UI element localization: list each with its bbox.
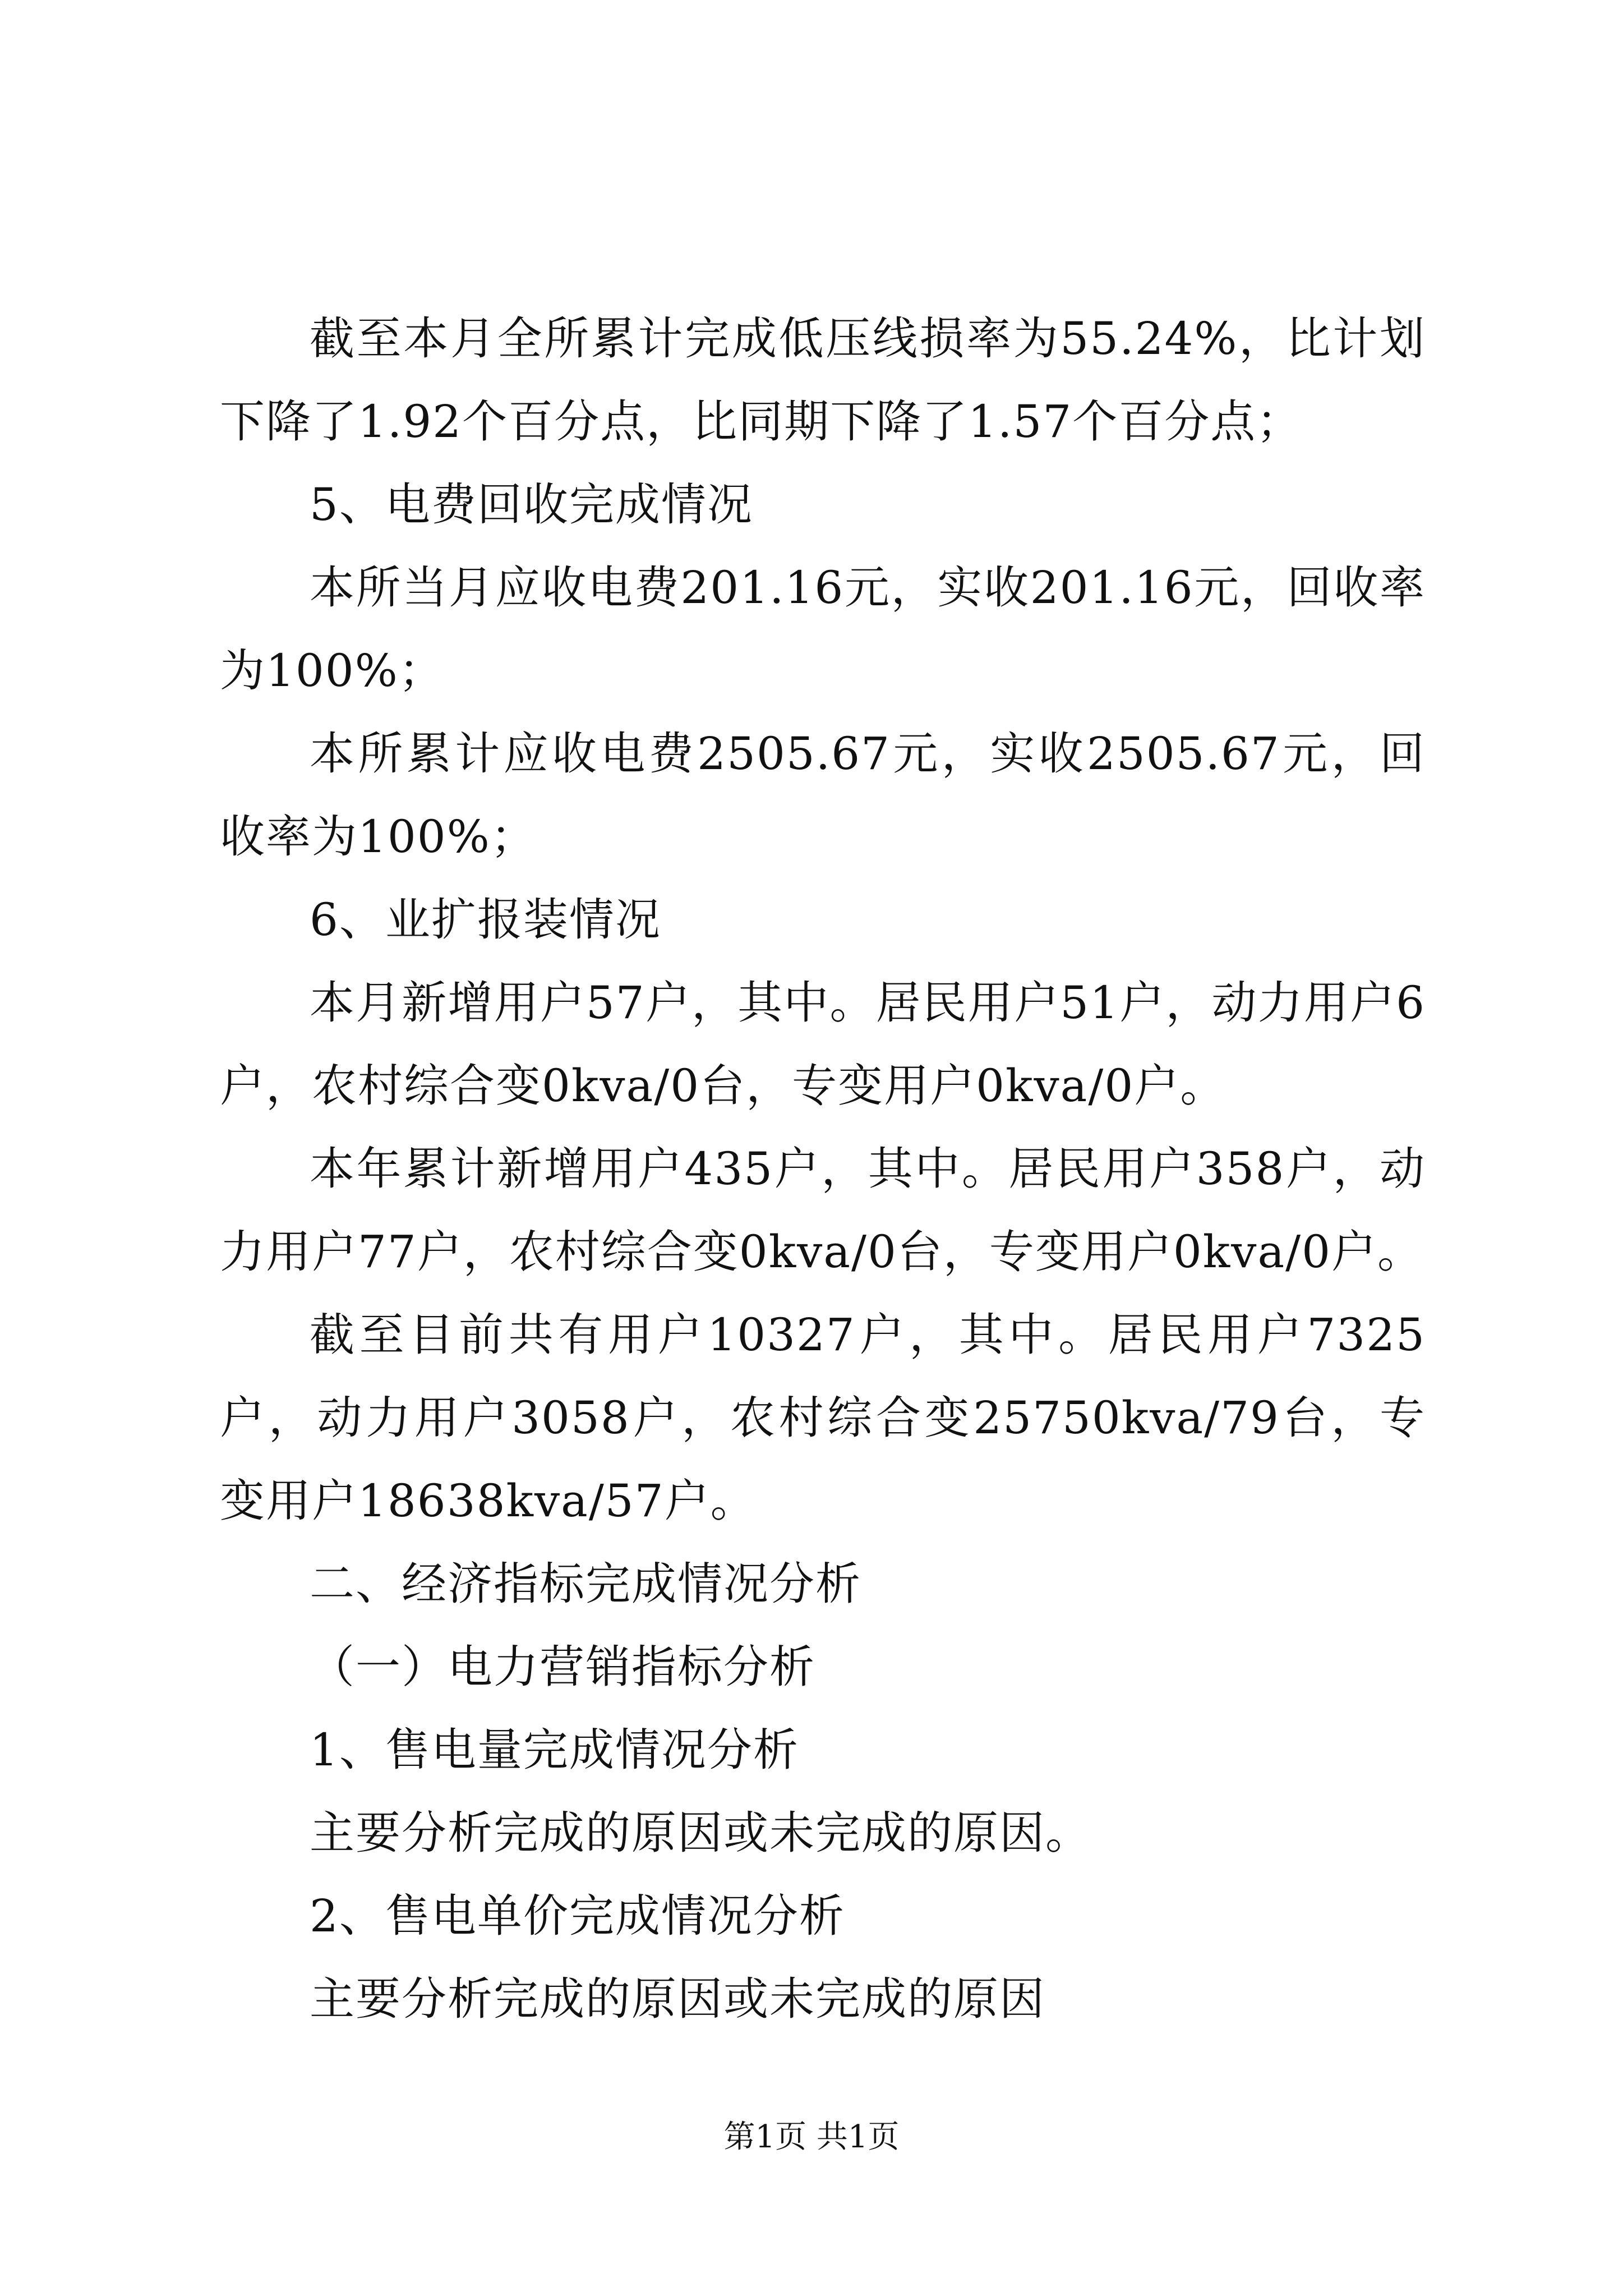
heading-business-expansion: 6、业扩报装情况 (310, 894, 661, 946)
heading-marketing-analysis: （一）电力营销指标分析 (310, 1641, 815, 1693)
paragraph-total-users: 截至目前共有用户10327户，其中。居民用户7325户，动力用户3058户，农村综合变25750kva/79台，专变用户18638kva/57户。 (220, 1309, 1426, 1527)
paragraph-monthly-new-users: 本月新增用户57户，其中。居民用户51户，动力用户6户，农村综合变0kva/0台，专变用户0kva/0户。 (220, 977, 1426, 1112)
paragraph-line-loss: 截至本月全所累计完成低压线损率为55.24%，比计划下降了1.92个百分点，比同期下降了1.57个百分点； (220, 312, 1426, 448)
paragraph-sales-volume-note: 主要分析完成的原因或未完成的原因。 (310, 1807, 1091, 1859)
page-number: 第1页 共1页 (723, 2119, 900, 2155)
page-footer (0, 2115, 1623, 2160)
heading-unit-price: 2、售电单价完成情况分析 (310, 1890, 845, 1942)
heading-sales-volume: 1、售电量完成情况分析 (310, 1724, 799, 1776)
paragraph-cumulative-fee: 本所累计应收电费2505.67元，实收2505.67元，回收率为100%； (220, 728, 1426, 863)
document-body (220, 297, 1426, 2041)
heading-fee-recovery: 5、电费回收完成情况 (310, 478, 753, 531)
paragraph-yearly-new-users: 本年累计新增用户435户，其中。居民用户358户，动力用户77户，农村综合变0kva/0台，专变用户0kva/0户。 (220, 1143, 1426, 1278)
paragraph-monthly-fee: 本所当月应收电费201.16元，实收201.16元，回收率为100%； (220, 562, 1426, 697)
heading-economic-analysis: 二、经济指标完成情况分析 (310, 1558, 861, 1610)
paragraph-unit-price-note: 主要分析完成的原因或未完成的原因 (310, 1973, 1045, 2025)
